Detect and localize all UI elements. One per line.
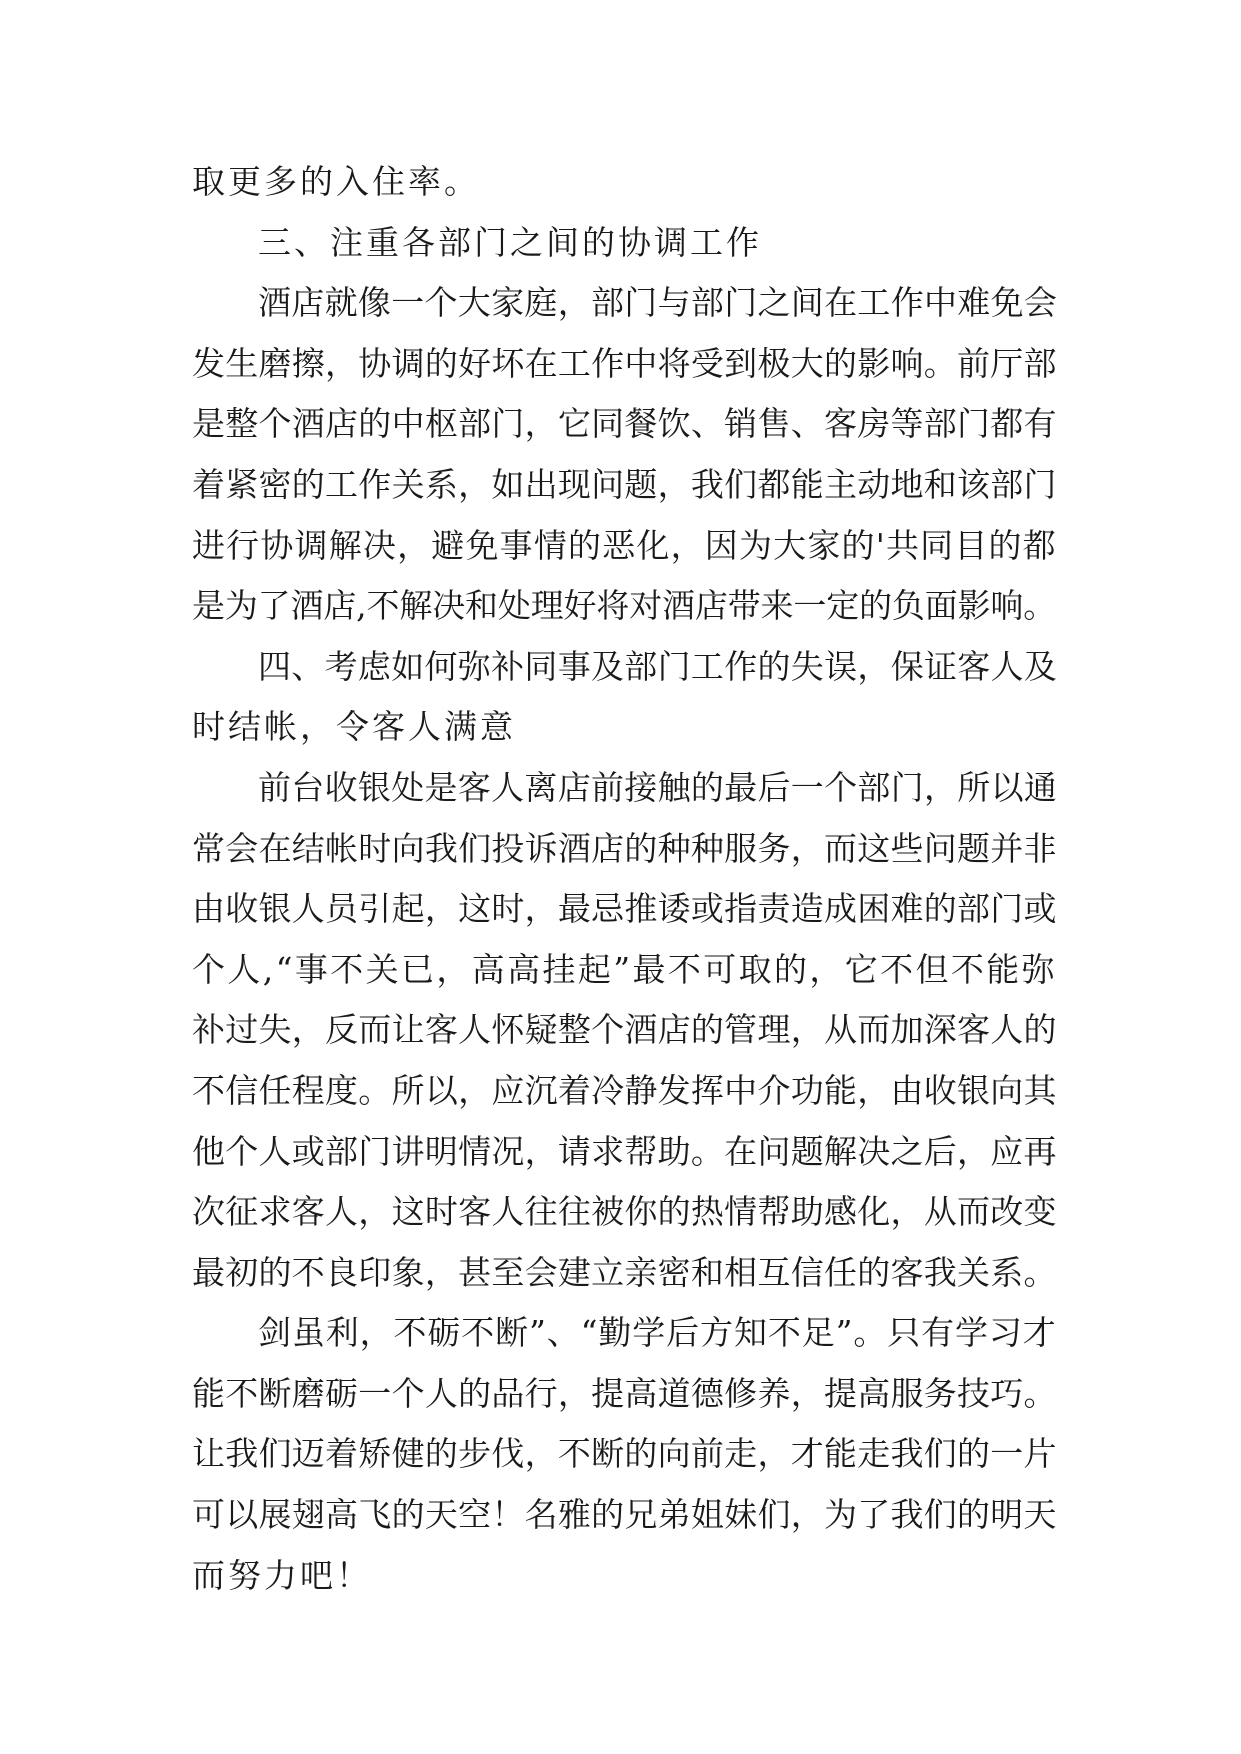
text-line: 是为了酒店,不解决和处理好将对酒店带来一定的负面影响。 [192, 586, 1057, 626]
text-line: 他个人或部门讲明情况，请求帮助。在问题解决之后，应再 [192, 1131, 1057, 1171]
text-line: 着紧密的工作关系，如出现问题，我们都能主动地和该部门 [192, 464, 1057, 504]
text-line: 次征求客人，这时客人往往被你的热情帮助感化，从而改变 [192, 1192, 1057, 1232]
text-line: 发生磨擦，协调的好坏在工作中将受到极大的影响。前厅部 [192, 343, 1057, 383]
text-line: 让我们迈着矫健的步伐，不断的向前走，才能走我们的一片 [192, 1434, 1057, 1474]
text-line: 能不断磨砺一个人的品行，提高道德修养，提高服务技巧。 [192, 1373, 1057, 1413]
text-line: 最初的不良印象，甚至会建立亲密和相互信任的客我关系。 [192, 1252, 1057, 1292]
text-line: 由收银人员引起，这时，最忌推诿或指责造成困难的部门或 [192, 889, 1057, 929]
text-line: 三、注重各部门之间的协调工作 [258, 222, 762, 262]
text-line: 进行协调解决，避免事情的恶化，因为大家的'共同目的都 [192, 525, 1057, 565]
text-line: 时结帐，令客人满意 [192, 707, 516, 747]
text-line: 而努力吧！ [192, 1555, 372, 1595]
text-line: 酒店就像一个大家庭，部门与部门之间在工作中难免会 [258, 283, 1058, 323]
text-line: 四、考虑如何弥补同事及部门工作的失误，保证客人及 [258, 646, 1058, 686]
text-line: 前台收银处是客人离店前接触的最后一个部门，所以通 [258, 767, 1058, 807]
text-line: 取更多的入住率。 [192, 162, 480, 201]
text-line: 个人,“事不关已，高高挂起”最不可取的，它不但不能弥 [192, 949, 1058, 989]
text-line: 补过失，反而让客人怀疑整个酒店的管理，从而加深客人的 [192, 1010, 1057, 1050]
text-line: 不信任程度。所以，应沉着冷静发挥中介功能，由收银向其 [192, 1070, 1057, 1110]
text-line: 是整个酒店的中枢部门，它同餐饮、销售、客房等部门都有 [192, 404, 1057, 444]
text-line: 剑虽利，不砺不断”、“勤学后方知不足”。只有学习才 [258, 1313, 1057, 1353]
body-text [192, 152, 1062, 1606]
text-line: 可以展翅高飞的天空！名雅的兄弟姐妹们，为了我们的明天 [192, 1495, 1057, 1535]
text-line: 常会在结帐时向我们投诉酒店的种种服务，而这些问题并非 [192, 828, 1057, 868]
